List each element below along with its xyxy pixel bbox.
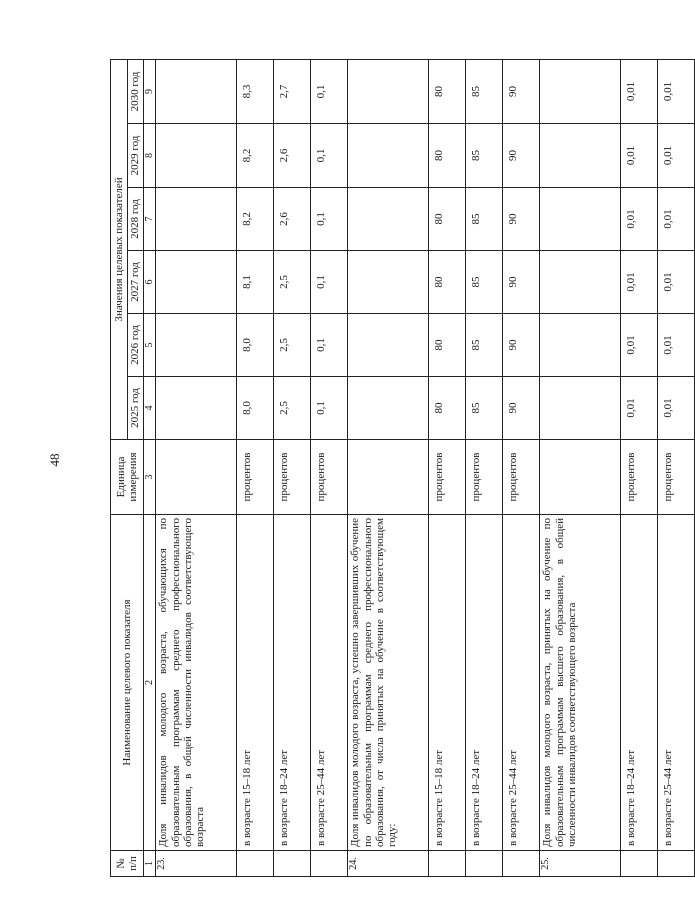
value-cell: 85 <box>466 251 503 314</box>
empty-cell <box>348 314 429 377</box>
age-group-label: в возрасте 18–24 лет <box>621 515 658 851</box>
age-group-label: в возрасте 15–18 лет <box>429 515 466 851</box>
header-year: 2030 год <box>128 59 144 123</box>
empty-cell <box>156 440 237 515</box>
header-year: 2027 год <box>128 251 144 314</box>
header-unit: Единица измерения <box>111 440 144 515</box>
empty-cell <box>540 251 621 314</box>
value-cell: 0,01 <box>621 251 658 314</box>
value-cell: 0,01 <box>621 124 658 188</box>
value-cell: 0,1 <box>311 377 348 440</box>
empty-cell <box>348 251 429 314</box>
value-cell: 85 <box>466 124 503 188</box>
value-cell: 0,01 <box>621 59 658 123</box>
value-cell: 8,2 <box>237 124 274 188</box>
empty-cell <box>540 377 621 440</box>
value-cell: 0,1 <box>311 59 348 123</box>
unit-cell: процентов <box>311 440 348 515</box>
age-group-label: в возрасте 25–44 лет <box>658 515 695 851</box>
age-group-label: в возрасте 18–24 лет <box>274 515 311 851</box>
header-year: 2025 год <box>128 377 144 440</box>
column-index: 6 <box>144 251 156 314</box>
value-cell: 85 <box>466 314 503 377</box>
empty-cell <box>311 851 348 877</box>
value-cell: 0,01 <box>658 314 695 377</box>
value-cell: 90 <box>503 251 540 314</box>
empty-cell <box>156 124 237 188</box>
column-index: 1 <box>144 851 156 877</box>
value-cell: 0,01 <box>658 251 695 314</box>
value-cell: 0,01 <box>658 59 695 123</box>
value-cell: 2,5 <box>274 251 311 314</box>
value-cell: 0,1 <box>311 251 348 314</box>
value-cell: 80 <box>429 124 466 188</box>
header-name: Наименование целевого показателя <box>111 515 144 851</box>
value-cell: 0,01 <box>621 377 658 440</box>
empty-cell <box>274 851 311 877</box>
empty-cell <box>540 124 621 188</box>
empty-cell <box>540 188 621 251</box>
empty-cell <box>156 314 237 377</box>
empty-cell <box>348 188 429 251</box>
value-cell: 8,0 <box>237 377 274 440</box>
row-number: 23. <box>156 851 237 877</box>
value-cell: 0,1 <box>311 188 348 251</box>
value-cell: 90 <box>503 124 540 188</box>
header-year: 2028 год <box>128 188 144 251</box>
value-cell: 0,01 <box>658 188 695 251</box>
unit-cell: процентов <box>237 440 274 515</box>
column-index: 7 <box>144 188 156 251</box>
empty-cell <box>237 851 274 877</box>
value-cell: 8,1 <box>237 251 274 314</box>
empty-cell <box>156 251 237 314</box>
row-number: 25. <box>540 851 621 877</box>
empty-cell <box>348 440 429 515</box>
value-cell: 80 <box>429 59 466 123</box>
value-cell: 2,6 <box>274 124 311 188</box>
value-cell: 80 <box>429 377 466 440</box>
column-index: 9 <box>144 59 156 123</box>
age-group-label: в возрасте 25–44 лет <box>503 515 540 851</box>
unit-cell: процентов <box>621 440 658 515</box>
value-cell: 85 <box>466 188 503 251</box>
header-num: № п/п <box>111 851 144 877</box>
value-cell: 80 <box>429 251 466 314</box>
value-cell: 0,01 <box>621 188 658 251</box>
empty-cell <box>466 851 503 877</box>
empty-cell <box>156 188 237 251</box>
column-index: 5 <box>144 314 156 377</box>
empty-cell <box>156 59 237 123</box>
value-cell: 0,1 <box>311 314 348 377</box>
column-index: 4 <box>144 377 156 440</box>
header-year: 2026 год <box>128 314 144 377</box>
value-cell: 2,6 <box>274 188 311 251</box>
value-cell: 2,5 <box>274 314 311 377</box>
empty-cell <box>156 377 237 440</box>
value-cell: 8,0 <box>237 314 274 377</box>
value-cell: 80 <box>429 188 466 251</box>
empty-cell <box>348 124 429 188</box>
empty-cell <box>503 851 540 877</box>
column-index: 3 <box>144 440 156 515</box>
value-cell: 8,3 <box>237 59 274 123</box>
header-year: 2029 год <box>128 124 144 188</box>
empty-cell <box>621 851 658 877</box>
value-cell: 90 <box>503 377 540 440</box>
column-index: 2 <box>144 515 156 851</box>
age-group-label: в возрасте 18–24 лет <box>466 515 503 851</box>
page-number: 48 <box>47 453 62 467</box>
value-cell: 8,2 <box>237 188 274 251</box>
value-cell: 90 <box>503 188 540 251</box>
empty-cell <box>540 440 621 515</box>
value-cell: 80 <box>429 314 466 377</box>
empty-cell <box>658 851 695 877</box>
value-cell: 85 <box>466 59 503 123</box>
value-cell: 0,01 <box>658 377 695 440</box>
header-values: Значения целевых показателей <box>111 59 128 439</box>
value-cell: 85 <box>466 377 503 440</box>
value-cell: 0,01 <box>658 124 695 188</box>
indicator-name: Доля инвалидов молодого возраста, обучающихся по образовательным программам среднего профессионального образования, в общей численности инвалидов соответствующего возраста <box>156 515 237 851</box>
empty-cell <box>540 314 621 377</box>
value-cell: 2,5 <box>274 377 311 440</box>
empty-cell <box>540 59 621 123</box>
unit-cell: процентов <box>429 440 466 515</box>
unit-cell: процентов <box>466 440 503 515</box>
value-cell: 2,7 <box>274 59 311 123</box>
target-indicators-table <box>110 59 695 877</box>
row-number: 24. <box>348 851 429 877</box>
indicator-name: Доля инвалидов молодого возраста, успешно завершивших обучение по образовательным программам среднего профессионального образования, от числа принятых на обучение в соответствующем году: <box>348 515 429 851</box>
indicator-name: Доля инвалидов молодого возраста, принятых на обучение по образовательным программам высшего образования, в общей численности инвалидов соответствующего возраста <box>540 515 621 851</box>
empty-cell <box>429 851 466 877</box>
value-cell: 0,1 <box>311 124 348 188</box>
value-cell: 90 <box>503 59 540 123</box>
table-rotation-frame <box>110 60 675 877</box>
unit-cell: процентов <box>658 440 695 515</box>
unit-cell: процентов <box>274 440 311 515</box>
empty-cell <box>348 59 429 123</box>
value-cell: 0,01 <box>621 314 658 377</box>
age-group-label: в возрасте 15–18 лет <box>237 515 274 851</box>
empty-cell <box>348 377 429 440</box>
value-cell: 90 <box>503 314 540 377</box>
rotated-table-sheet <box>110 60 675 877</box>
column-index: 8 <box>144 124 156 188</box>
age-group-label: в возрасте 25–44 лет <box>311 515 348 851</box>
unit-cell: процентов <box>503 440 540 515</box>
